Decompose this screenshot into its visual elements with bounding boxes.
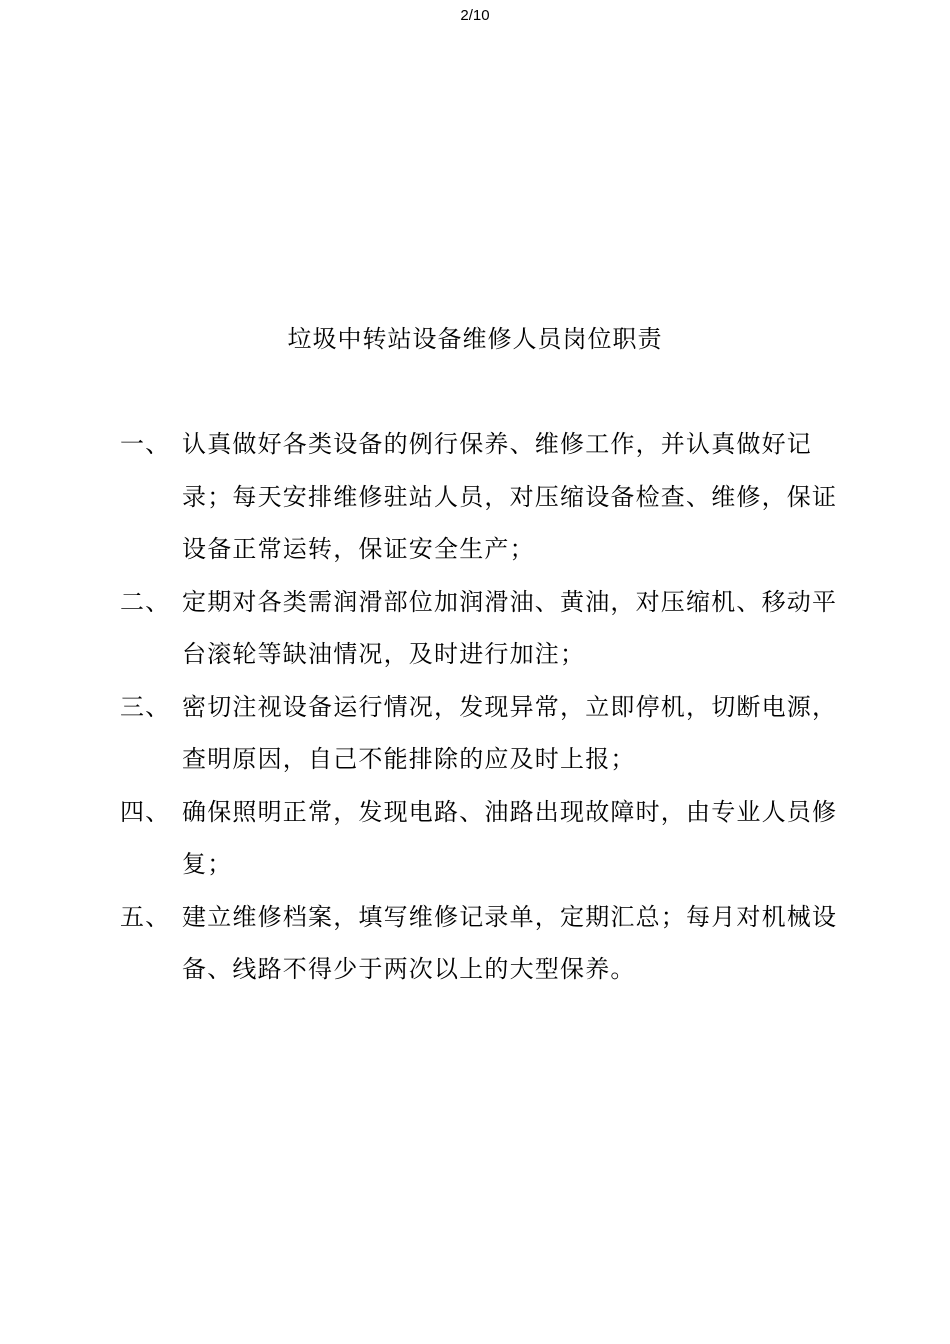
page-number: 2/10 bbox=[460, 7, 490, 24]
duty-item-4 bbox=[120, 786, 850, 891]
duty-list bbox=[120, 418, 850, 996]
duty-marker: 四、 bbox=[120, 797, 171, 826]
document-title: 垃圾中转站设备维修人员岗位职责 bbox=[287, 325, 663, 353]
duty-item-2 bbox=[120, 576, 850, 681]
duty-item-5 bbox=[120, 891, 850, 996]
duty-text: 定期对各类需润滑部位加润滑油、黄油，对压缩机、移动平台滚轮等缺油情况，及时进行加注； bbox=[182, 587, 838, 668]
duty-marker: 五、 bbox=[120, 902, 171, 931]
duty-marker: 二、 bbox=[120, 587, 171, 616]
duty-text: 密切注视设备运行情况，发现异常，立即停机，切断电源，查明原因，自己不能排除的应及时上报； bbox=[182, 692, 838, 773]
duty-item-1 bbox=[120, 418, 850, 576]
duty-marker: 三、 bbox=[120, 692, 171, 721]
duty-item-3 bbox=[120, 681, 850, 786]
duty-text: 建立维修档案，填写维修记录单，定期汇总；每月对机械设备、线路不得少于两次以上的大型保养。 bbox=[182, 902, 838, 983]
duty-text: 认真做好各类设备的例行保养、维修工作，并认真做好记录；每天安排维修驻站人员，对压缩设备检查、维修，保证设备正常运转，保证安全生产； bbox=[182, 430, 838, 563]
duty-marker: 一、 bbox=[120, 430, 171, 458]
duty-text: 确保照明正常，发现电路、油路出现故障时，由专业人员修复； bbox=[182, 797, 838, 878]
